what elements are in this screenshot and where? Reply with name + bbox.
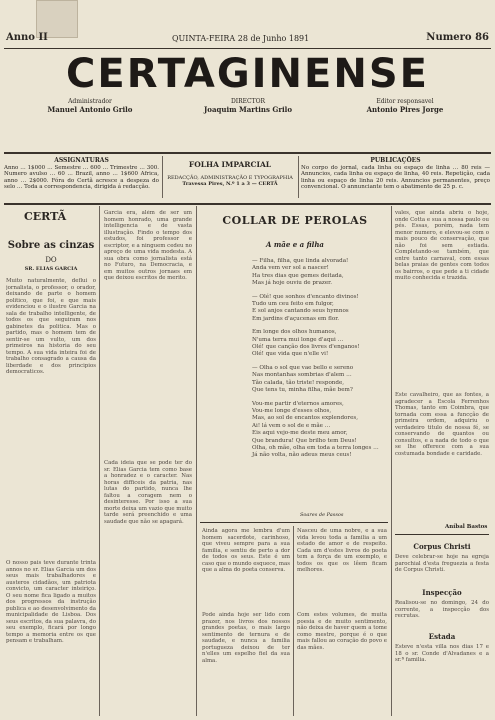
masthead-top-line (4, 32, 491, 46)
signature: Aníbal Bastos (445, 524, 488, 530)
column-5b-text: Este cavalheiro, que as fontes, a agradecer a Escola Ferrenhos Thomas, tanto em Coimbra, que tornada com essa a funcção de primeira ordem, adquiriu o verdadeiro titulo de nossa fé, se conservando de quantos ou consultos, e a nada de todo o que se lhe offerece com a sua costumada bondade e caridade. (395, 392, 489, 457)
poem-line: Mas já hoje ouviu de prazer. (252, 280, 333, 287)
column-4-text: Nasceu de uma nobre, e a sua vida levou toda a familia a um estado de amor e de respeito. Cada um d'estes livros do poeta tem a força de um exemplo, e todos os que os lêem ficam melhores. (297, 528, 387, 573)
folha-text: REDACÇÃO, ADMINISTRAÇÃO E TYPOGRAPHIA (167, 174, 293, 181)
collar-title: COLLAR DE PEROLAS (222, 214, 368, 227)
article-title: Sobre as cinzas (7, 240, 95, 251)
poem-line: Eis aqui vejo-me deste meu amor, (252, 430, 348, 437)
poem-line: Tudo um ceu feito em fulgor, (252, 301, 334, 308)
assignaturas-box (4, 158, 159, 191)
poem-line: Vou-me partir d'eternos amores, (252, 400, 344, 407)
box-text-estada: Esteve n'esta villa nos dias 17 e 18 o sr. Conde d'Alvadanes e a sr.ª familia. (395, 644, 489, 663)
column-5-text: vales, que ainda abriu o hoje, onde Cotta e sua a nossa paulo ou pés. Essas, porém, nada tem menor numero, e elevou-se com o mais pouco de conservação, que não foi sem estiada. Completando-se também, que entre tanto carnaval, com essas belas praias de gentes com todos os bairros, o que pede a ti cidade muito conhecida e trazida. (395, 210, 489, 281)
poem-line: Em jardins d'açucenas em flor. (252, 315, 340, 322)
poem-line: Tão calada, tão triste! responde, (252, 379, 345, 386)
article-sub: DO (45, 256, 57, 264)
divider (298, 156, 299, 198)
issue-number: Numero 86 (426, 32, 489, 43)
column-1-text: Muito naturalmente, deflui o jornalista, o professor, o orador, deixando de parte o homem politico, que foi, e que mais evidenciou e o ilustre Garcia na sala de trabalho intelligente, de todos os que seguiram nos gabinetes da politica. Mas o partido, mas o homem tem de sentir-se um vulto, um dos primeiros na historia do seu tempo. A sua vida inteira foi de trabalho consagrado a causa da liberdade e dos principios democraticos. (6, 278, 96, 375)
poem-line: — Filha, filha, que linda alvorada! (252, 258, 349, 264)
editor-block (335, 98, 475, 114)
column-divider (293, 526, 294, 716)
assignaturas-title: ASSIGNATURAS (54, 157, 109, 164)
director-block (178, 98, 318, 114)
box-text-corpus: Deve celebrar-se hoje na egreja parochial d'esta freguezia a festa de Corpus Christi. (395, 554, 489, 573)
divider (162, 156, 163, 198)
poem-line: E sol anjos cantando seus hymnos (252, 308, 349, 315)
poem-line: Olé! que canção dos livres d'enganos! (252, 344, 360, 351)
folha-title: FOLHA IMPARCIAL (188, 160, 272, 169)
section-certa: CERTÃ (24, 210, 67, 223)
folha-box (165, 158, 295, 188)
rule (4, 203, 491, 205)
poem-line: Anda vem ver sol a nascer! (252, 265, 329, 272)
column-divider (196, 206, 197, 716)
administrador-block (20, 98, 160, 114)
column-3b-text: Pode ainda hoje ser lido com prazer, nos livros dos nossos grandes poetas, o mais largo sentimento de ternura e de saudade, e nunca a familia portugueza deixou de ter n'elles um espelho fiel da sua alma. (202, 612, 290, 664)
editor-name: Antonio Pires Jorge (366, 105, 444, 114)
column-divider (99, 206, 100, 716)
poem-line: Olé! que vida que n'elle vi! (252, 351, 329, 358)
poem (238, 258, 379, 460)
poem-line: N'uma terra mui longe d'aqui … (252, 336, 344, 343)
rule (395, 534, 489, 535)
column-3-text: Ainda agora me lembra d'um homem sacerdote, carinhoso, que viveu sempre para a sua familia, e sentiu de perto a dor de todos os seus. Este é um caso que o mundo esquece, mas que a alma do poeta conserva. (202, 528, 290, 573)
newspaper-title: CERTAGINENSE (66, 51, 429, 97)
column-4b-text: Com estes volumes, de muita poesia e de muito sentimento, não deixa de haver quem a tome como mestre, porque é o que mais fallou ao coração do povo e das mães. (297, 612, 387, 651)
assignaturas-text: Anno … 1$000 … Semestre … 600 … Trimestre … 300. Numero avulso … 60 … Brazil, anno … 1$600 Africa, anno … 2$000. Fóra do Certã acresce a despeza do selo … Toda a correspondencia, dirigida á redacção. (4, 164, 159, 191)
poem-line: Em longe dos olhos humanos, (252, 329, 337, 336)
poem-line: Ha tres dias que gemes deitada, (252, 272, 344, 279)
administrador-label: Administrador (68, 98, 112, 105)
poem-line: Que tens tu, minha filha, mãe bem? (252, 387, 353, 394)
poem-line: Já não volta, não adeus meus ceus! (252, 452, 352, 459)
poem-title: A mãe e a filha (266, 240, 324, 249)
box-title-inspeccao: Inspecção (422, 588, 462, 597)
rule (200, 522, 388, 523)
box-title-estada: Estada (428, 632, 456, 641)
rule (4, 152, 491, 154)
administrador-name: Manuel Antonio Grilo (47, 105, 133, 114)
publicacoes-title: PUBLICAÇÕES (370, 157, 421, 164)
poem-line: Que brandura! Que brilho tem Deus! (252, 437, 357, 444)
box-title-corpus: Corpus Christi (413, 542, 471, 551)
column-2b-text: Cada ideia que se pode ter do sr. Elias Garcia tem como base a honradez e o caracter. Nas horas difficeis da patria, nas lutas do partido, nunca lhe faltou a coragem nem o desinteresse. Por isso a sua morte deixa um vazio que muito tarde será preenchido e uma saudade que não se apagará. (104, 460, 192, 525)
poem-line: Vou-me longe d'esses olhos, (252, 407, 332, 414)
column-2-text: Garcia era, além de ser um homem honrado, uma grande intelligencia e de vasta illustração. Findo o tempo dos estudos, foi professor e escriptor, e a ninguem cedeu no apreço de uma vida modesta. A sua obra como jornalista está no Futuro, na Democracia, e em muitos outros jornaes em que deixou escritos de merito. (104, 210, 192, 281)
poem-line: Olha, oh mãe, olha em toda a terra longes … (252, 444, 379, 451)
poem-line: — Olé! que sonhos d'encanto divinos! (252, 293, 359, 300)
poem-author: Soares de Passos (300, 512, 344, 518)
box-text-inspeccao: Realisou-se no domingo, 24 do corrente, a inspecção dos recrutas. (395, 600, 489, 619)
publicacoes-text: No corpo do jornal, cada linha ou espaço de linha … 80 reis — Annuncios, cada linha ou espaço de linha, 40 reis. Repetição, cada linha ou espaço de linha 20 reis. Annuncios permanentes, preço convencional. O annunciante tem o abatimento de 25 p. c. (301, 164, 490, 191)
column-divider (391, 206, 392, 716)
article-author: SR. ELIAS GARCIA (24, 266, 78, 272)
rule (4, 48, 491, 49)
poem-line: Nas montanhas sombrias d'alem … (252, 372, 352, 379)
volume-label: Anno II (6, 32, 48, 43)
director-label: DIRECTOR (230, 98, 266, 105)
poem-line: Mas, ao sol de encantos explendores, (252, 415, 359, 422)
folha-address: Travessa Pires, N.º 1 a 3 — CERTÃ (182, 181, 278, 188)
poem-line: Ai! lá vem o sol de e mãe … (252, 422, 331, 429)
editor-label: Editor responsavel (376, 98, 434, 105)
publicacoes-box (301, 158, 490, 191)
issue-date: QUINTA-FEIRA 28 de Junho 1891 (172, 34, 310, 43)
column-1b-text: O nosso pais teve durante trinta annos no sr. Elias Garcia um dos seus mais trabalhadores e austeros cidadãos, um patriota convicto, um caracter inteiriço. O seu nome fica ligado a muitos dos progressos da instrução publica e ao desenvolvimento da municipalidade de Lisboa. Dos seus escritos, da sua palavra, do seu exemplo, ficará por longo tempo a memoria entre os que pensam e trabalham. (6, 560, 96, 644)
poem-line: — Olha o sol que vae bello e sereno (252, 364, 354, 371)
director-name: Joaquim Martins Grilo (204, 105, 292, 114)
